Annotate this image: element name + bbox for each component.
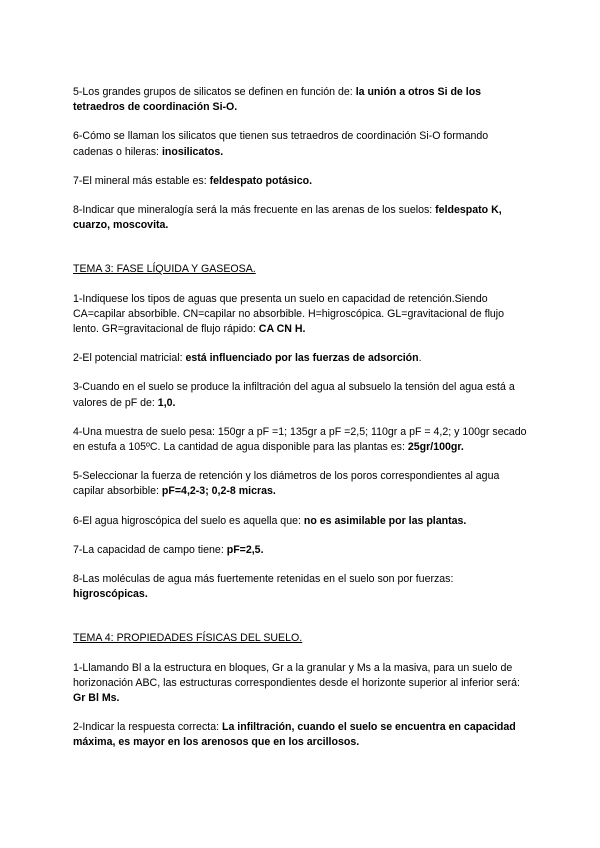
answer-text: no es asimilable por las plantas.	[303, 514, 467, 527]
answer-text: higroscópicas.	[73, 588, 148, 601]
question-text: 8-Indicar que mineralogía será la más frecuente en las arenas de los suelos:	[73, 204, 436, 217]
answer-text: La infiltración, cuando el suelo se encuentra en capacidad máxima, es mayor en los arenosos que en los arcillosos.	[73, 721, 516, 749]
question-text: 6-Cómo se llaman los silicatos que tienen sus tetraedros de coordinación Si-O formando cadenas o hileras:	[73, 130, 489, 158]
answer-text: la unión a otros Si de los tetraedros de coordinación Si-O.	[73, 86, 482, 114]
answer-text: 25gr/100gr.	[407, 441, 464, 454]
question-6-inosilicatos	[73, 129, 530, 159]
section-heading-tema-4: TEMA 4: PROPIEDADES FÍSICAS DEL SUELO.	[73, 632, 303, 645]
section-heading-tema-3: TEMA 3: FASE LÍQUIDA Y GASEOSA.	[73, 263, 256, 276]
question-text: 8-Las moléculas de agua más fuertemente retenidas en el suelo son por fuerzas:	[73, 573, 454, 586]
answer-text: feldespato K, cuarzo, moscovita.	[73, 204, 502, 232]
answer-text: inosilicatos.	[161, 145, 224, 158]
question-7-capacidad-campo	[73, 543, 530, 558]
answer-tail: .	[418, 352, 422, 365]
question-7-mineral-estable	[73, 174, 530, 189]
question-5-fuerza-retencion	[73, 469, 530, 499]
answer-text: pF=4,2-3; 0,2-8 micras.	[161, 485, 276, 498]
answer-text: pF=2,5.	[226, 543, 264, 556]
question-text: 3-Cuando en el suelo se produce la infiltración del agua al subsuelo la tensión del agua está a valores de pF de:	[73, 381, 515, 409]
question-2-potencial-matricial	[73, 351, 530, 366]
question-text: 2-El potencial matricial:	[73, 352, 186, 365]
answer-text: está influenciado por las fuerzas de adsorción	[185, 352, 419, 365]
question-3-infiltracion	[73, 380, 530, 410]
question-text: 1-Llamando Bl a la estructura en bloques, Gr a la granular y Ms a la masiva, para un suelo de horizonación ABC, las estructuras correspondientes desde el horizonte superior al inferior será:	[73, 661, 520, 689]
question-1-estructuras-horizontes	[73, 661, 530, 707]
question-text: 5-Los grandes grupos de silicatos se definen en función de:	[73, 86, 356, 98]
question-text: 4-Una muestra de suelo pesa: 150gr a pF =1; 135gr a pF =2,5; 110gr a pF = 4,2; y 100gr secado en estufa a 105ºC. La cantidad de agua disponible para las plantas es:	[73, 425, 527, 454]
question-text: 5-Seleccionar la fuerza de retención y los diámetros de los poros correspondientes al agua capilar absorbible:	[73, 470, 500, 498]
question-text: 6-El agua higroscópica del suelo es aquella que:	[73, 514, 304, 527]
answer-text: 1,0.	[157, 396, 176, 409]
question-text: 7-El mineral más estable es:	[73, 174, 210, 187]
question-text: 1-Indiquese los tipos de aguas que presenta un suelo en capacidad de retención.Siendo CA=capilar absorbible. CN=capilar no absorbible. H=higroscópica. GL=gravitacional de flujo lento. GR=gravitacional de flujo rápido:	[73, 292, 505, 336]
question-6-agua-higroscopica	[73, 514, 530, 529]
question-1-tipos-aguas	[73, 292, 530, 338]
question-8-mineralogia-arenas	[73, 203, 530, 233]
question-text: 7-La capacidad de campo tiene:	[73, 543, 227, 556]
question-5-silicatos	[73, 85, 530, 115]
question-2-respuesta-correcta	[73, 720, 530, 750]
answer-text: Gr Bl Ms.	[73, 692, 120, 705]
question-8-moleculas-agua	[73, 572, 530, 602]
answer-text: CA CN H.	[258, 323, 306, 336]
question-text: 2-Indicar la respuesta correcta:	[73, 721, 222, 734]
question-4-muestra-suelo	[73, 425, 530, 455]
answer-text: feldespato potásico.	[209, 174, 313, 187]
